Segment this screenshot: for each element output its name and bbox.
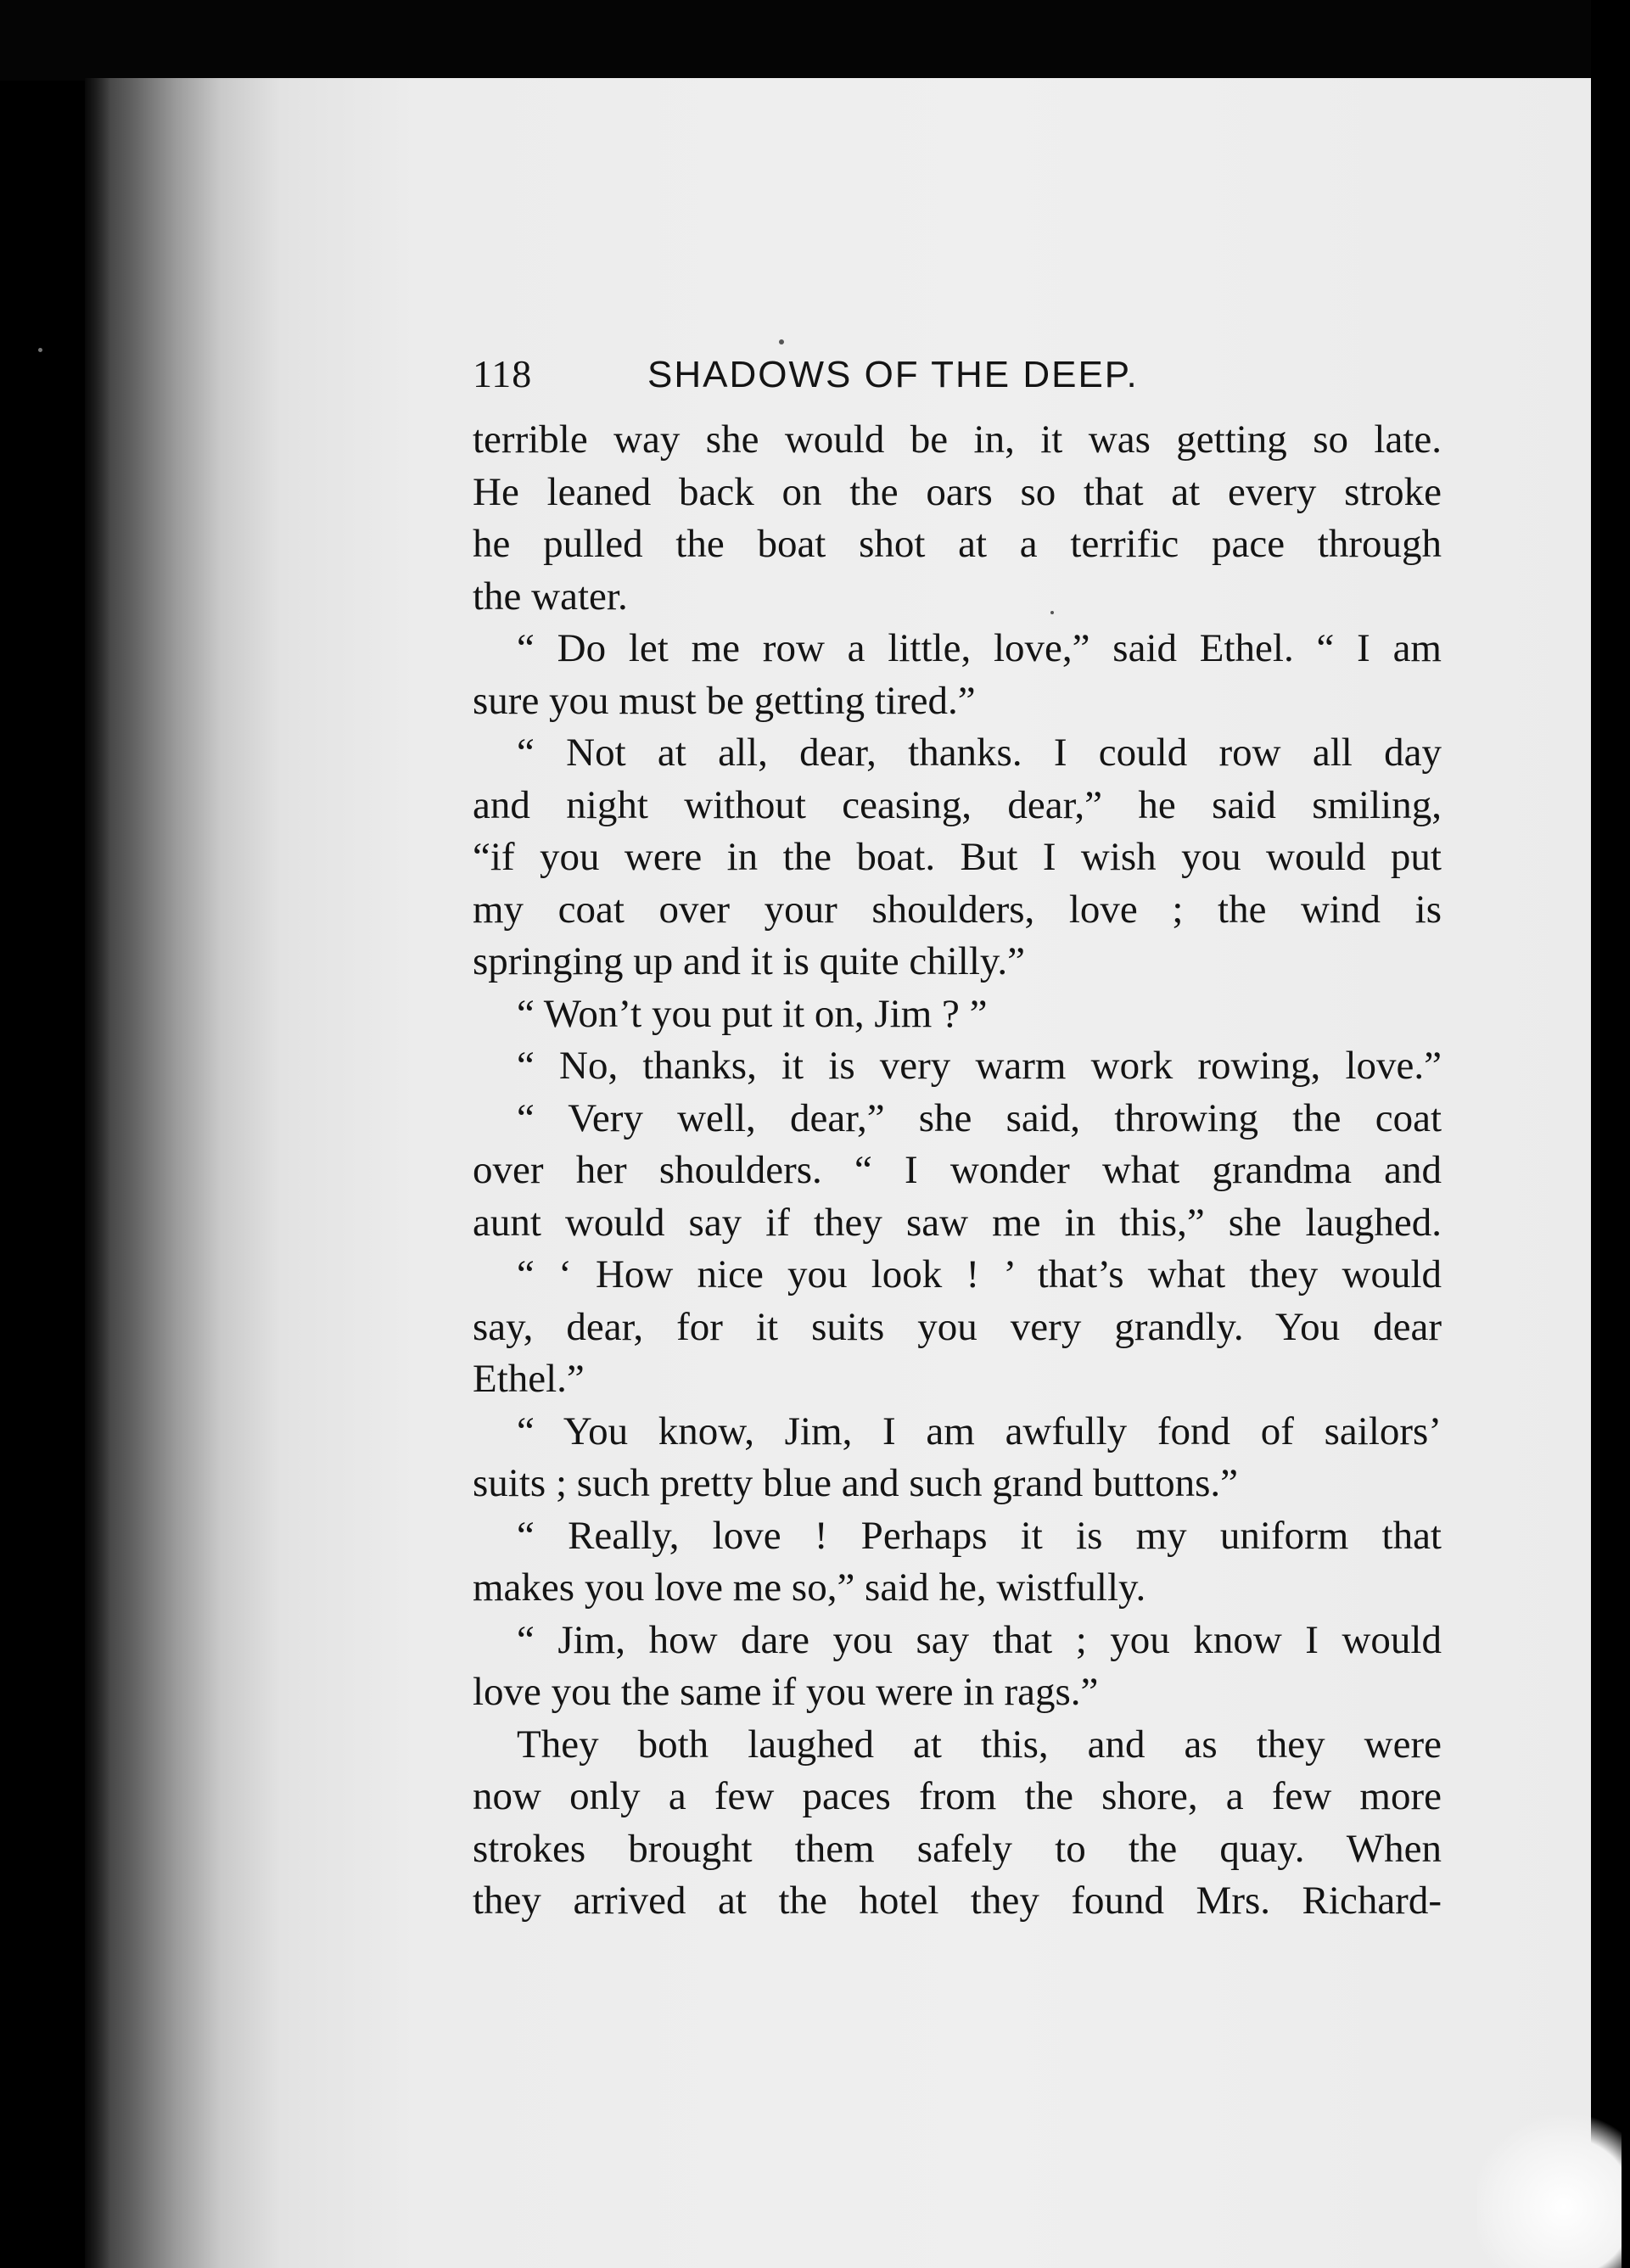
page-gutter-shadow <box>85 78 110 2268</box>
text-line: “if you were in the boat. But I wish you would put <box>473 835 1442 879</box>
text-line: He leaned back on the oars so that at every stroke <box>473 469 1442 514</box>
scan-glare-spot <box>1477 2115 1622 2268</box>
text-line: say, dear, for it suits you very grandly. You dear <box>473 1304 1442 1349</box>
running-title: SHADOWS OF THE DEEP. <box>647 354 1139 395</box>
text-line: makes you love me so,” said he, wistfully. <box>473 1565 1146 1610</box>
scan-border-right <box>1591 0 1630 2268</box>
text-line: “ Do let me row a little, love,” said Ethel. “ I am <box>517 626 1442 670</box>
text-line: aunt would say if they saw me in this,” she laughed. <box>473 1200 1442 1245</box>
scan-speck <box>38 348 42 352</box>
text-line: my coat over your shoulders, love ; the wind is <box>473 887 1442 932</box>
text-line: “ Very well, dear,” she said, throwing the coat <box>517 1095 1442 1140</box>
scan-speck <box>779 339 784 344</box>
text-line: Ethel.” <box>473 1357 585 1401</box>
text-line: “ No, thanks, it is very warm work rowing, love.” <box>517 1044 1442 1088</box>
text-line: springing up and it is quite chilly.” <box>473 939 1025 983</box>
text-line: suits ; such pretty blue and such grand buttons.” <box>473 1461 1238 1505</box>
text-line: love you the same if you were in rags.” <box>473 1670 1099 1714</box>
text-line: now only a few paces from the shore, a few more <box>473 1774 1442 1818</box>
text-line: terrible way she would be in, it was getting so late. <box>473 417 1442 462</box>
text-line: strokes brought them safely to the quay. When <box>473 1826 1442 1871</box>
text-line: “ Jim, how dare you say that ; you know I would <box>517 1617 1442 1662</box>
text-line: “ Really, love ! Perhaps it is my uniform that <box>517 1513 1442 1558</box>
text-line: and night without ceasing, dear,” he said smiling, <box>473 782 1442 827</box>
text-line: “ ‘ How nice you look ! ’ that’s what they would <box>517 1252 1442 1296</box>
text-line: “ Not at all, dear, thanks. I could row all day <box>517 731 1442 775</box>
text-line: “ You know, Jim, I am awfully fond of sailors’ <box>517 1408 1442 1453</box>
text-line: over her shoulders. “ I wonder what grandma and <box>473 1148 1442 1192</box>
running-head <box>473 351 1442 404</box>
page-text-block <box>473 351 1442 1928</box>
text-line: they arrived at the hotel they found Mrs. Richard- <box>473 1879 1442 1923</box>
text-line: They both laughed at this, and as they were <box>517 1722 1442 1767</box>
text-line: sure you must be getting tired.” <box>473 678 976 723</box>
text-line: he pulled the boat shot at a terrific pace through <box>473 522 1442 566</box>
text-line: the water. <box>473 574 628 619</box>
page-number: 118 <box>473 352 533 395</box>
scan-border-top <box>0 0 1630 81</box>
text-line: “ Won’t you put it on, Jim ? ” <box>517 991 988 1036</box>
